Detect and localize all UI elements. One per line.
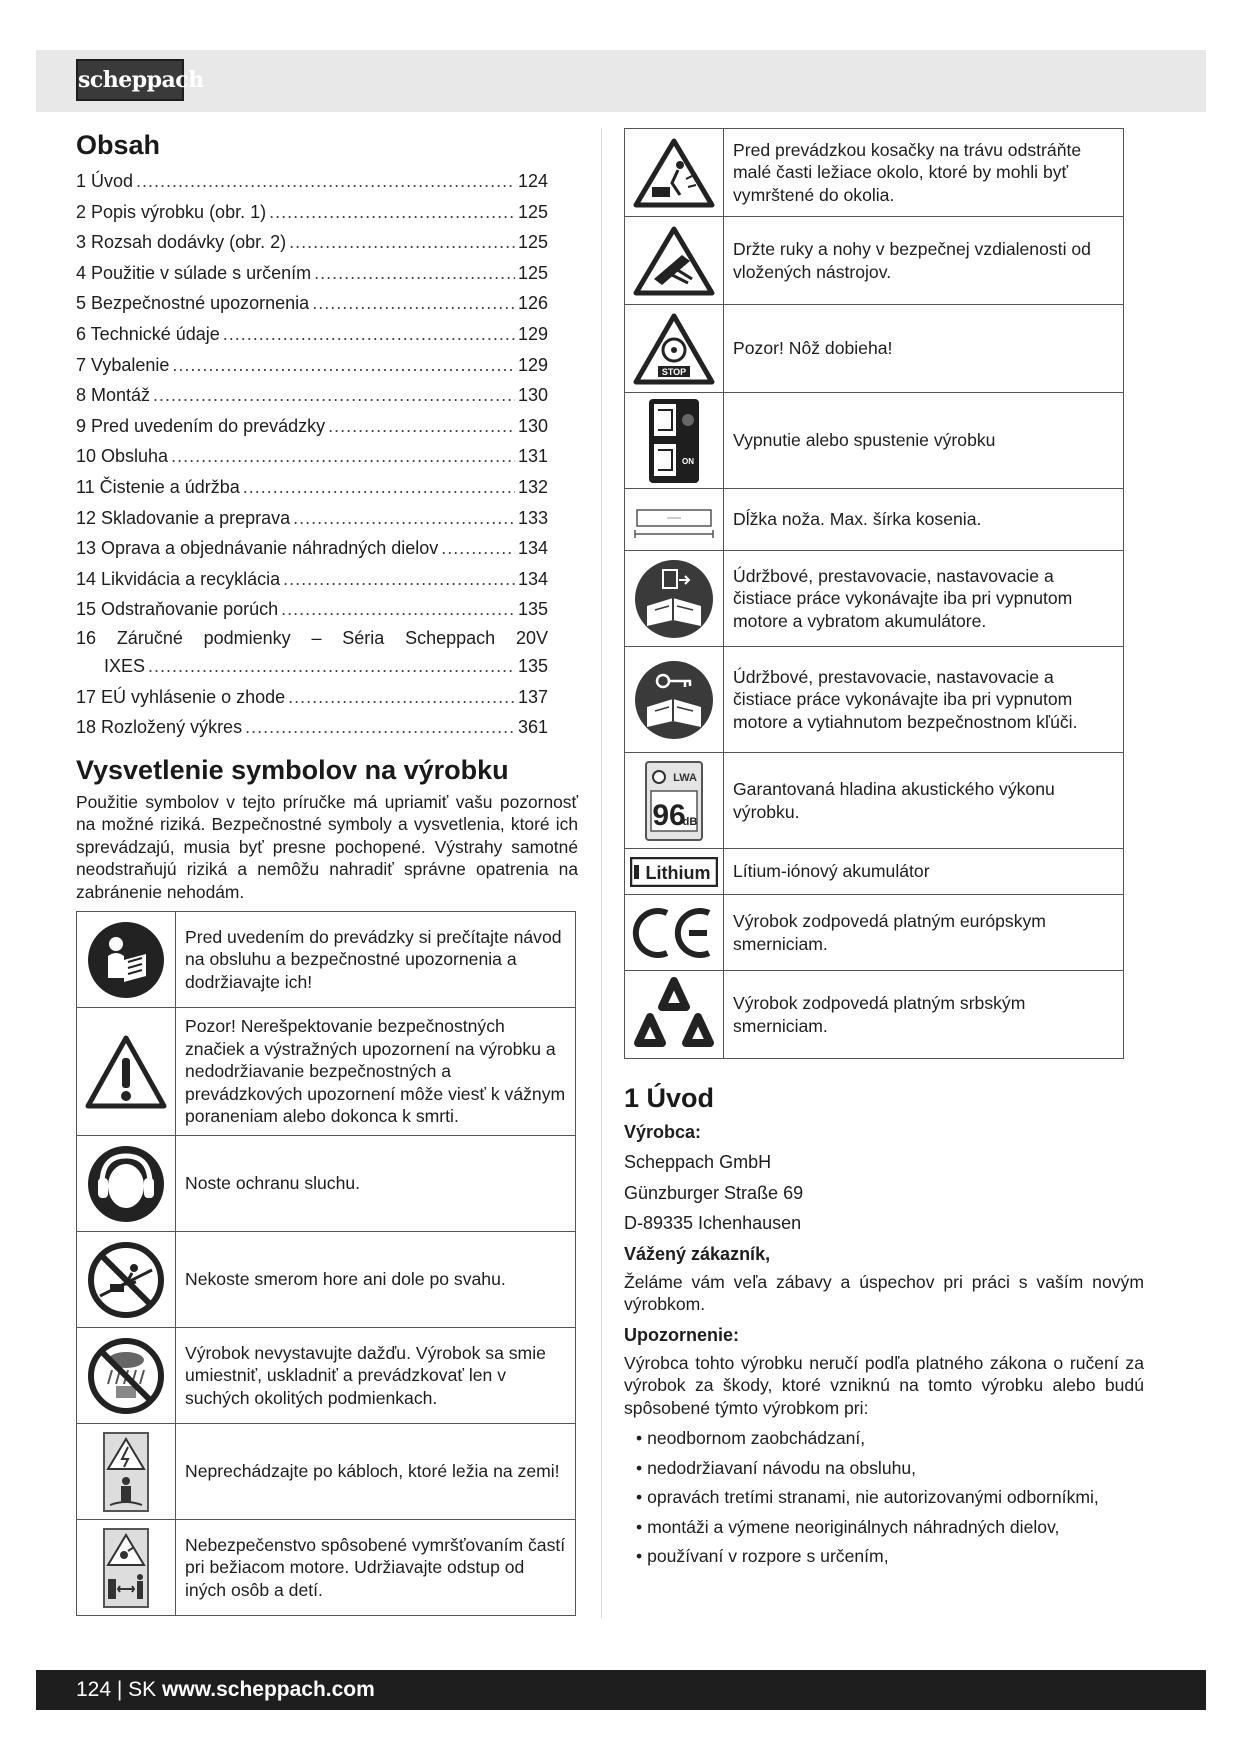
note-label: Upozornenie: [624, 1324, 739, 1345]
svg-text:STOP: STOP [661, 366, 687, 377]
ear-protection-icon [77, 1136, 176, 1232]
symbol-text: Pred prevádzkou kosačky na trávu odstráňte malé časti ležiace okolo, ktoré by mohli byť vymrštené do okolia. [724, 129, 1124, 217]
right-column [624, 128, 1144, 1575]
svg-text:Lithium: Lithium [645, 862, 711, 883]
note-text: Výrobca tohto výrobku neručí podľa platného zákona o ručení za výrobok za škody, ktoré vzniknú na tomto výrobku alebo budú spôsobené týmto výrobkom pri: [624, 1352, 1144, 1418]
toc-item[interactable]: 12 Skladovanie a preprava ..... 133 [76, 503, 548, 534]
warning-triangle-icon [77, 1008, 176, 1136]
list-item: • opravách tretími stranami, nie autorizovanými odborníkmi, [636, 1486, 1144, 1509]
table-row [77, 1232, 576, 1328]
maintenance-key-icon [625, 647, 724, 753]
read-manual-icon [77, 912, 176, 1008]
serbian-conformity-icon [625, 971, 724, 1059]
table-row [625, 971, 1124, 1059]
symbol-text: Vypnutie alebo spustenie výrobku [724, 393, 1124, 489]
no-rain-icon [77, 1328, 176, 1424]
symbols-table-right [624, 128, 1124, 1059]
toc-item[interactable]: 9 Pred uvedením do prevádzky ..... 130 [76, 411, 548, 442]
table-row [625, 217, 1124, 305]
symbol-text: Neprechádzajte po kábloch, ktoré ležia na zemi! [176, 1424, 576, 1520]
symbol-text: Pozor! Nôž dobieha! [724, 305, 1124, 393]
list-item: • používaní v rozpore s určením, [636, 1545, 1144, 1568]
lithium-icon [625, 849, 724, 895]
table-row [625, 393, 1124, 489]
toc-item[interactable]: 11 Čistenie a údržba ..... 132 [76, 472, 548, 503]
toc-title: Obsah [76, 130, 161, 160]
greeting-label: Vážený zákazník, [624, 1243, 771, 1264]
manufacturer-line: Günzburger Straße 69 [624, 1182, 804, 1203]
table-row [77, 1424, 576, 1520]
maintenance-battery-icon [625, 551, 724, 647]
greeting-text: Želáme vám veľa zábavy a úspechov pri práci s vaším novým výrobkom. [624, 1271, 1144, 1314]
ce-mark-icon [625, 895, 724, 971]
header-band [36, 50, 1206, 112]
footer-band [36, 1670, 1206, 1710]
table-row [77, 1136, 576, 1232]
svg-text:LWA: LWA [673, 771, 697, 784]
on-off-icon [625, 393, 724, 489]
table-of-contents [76, 166, 578, 743]
table-row [625, 129, 1124, 217]
toc-item[interactable]: 14 Likvidácia a recyklácia ..... 134 [76, 564, 548, 595]
table-row [625, 551, 1124, 647]
toc-item[interactable]: 4 Použitie v súlade s určením ..... 125 [76, 258, 548, 289]
toc-item[interactable]: 5 Bezpečnostné upozornenia ..... 126 [76, 288, 548, 319]
toc-item-continuation[interactable]: IXES ..... 135 [76, 651, 548, 682]
toc-item[interactable]: 10 Obsluha ..... 131 [76, 441, 548, 472]
table-row [625, 895, 1124, 971]
toc-item[interactable]: 16 Záručné podmienky – Séria Scheppach 20V [76, 627, 548, 648]
toc-item[interactable]: 2 Popis výrobku (obr. 1) ..... 125 [76, 197, 548, 228]
symbol-text: Nebezpečenstvo spôsobené vymršťovaním častí pri bežiacom motore. Udržiavajte odstup od iných osôb a detí. [176, 1520, 576, 1616]
symbol-text: Výrobok zodpovedá platným európskym smerniciam. [724, 895, 1124, 971]
manufacturer-line: Scheppach GmbH [624, 1152, 772, 1172]
column-divider [601, 128, 602, 1618]
symbol-text: Údržbové, prestavovacie, nastavovacie a čistiace práce vykonávajte iba pri vypnutom motore a vybratom akumulátore. [724, 551, 1124, 647]
keep-hands-away-icon [625, 217, 724, 305]
table-row [625, 305, 1124, 393]
toc-item[interactable]: 7 Vybalenie ..... 129 [76, 350, 548, 381]
liability-list [624, 1427, 1144, 1568]
symbol-text: Garantovaná hladina akustického výkonu výrobku. [724, 753, 1124, 849]
manufacturer-label: Výrobca: [624, 1122, 702, 1142]
list-item: • montáži a výmene neoriginálnych náhradných dielov, [636, 1516, 1144, 1539]
blade-length-icon [625, 489, 724, 551]
cable-warning-icon [77, 1424, 176, 1520]
toc-item[interactable]: 15 Odstraňovanie porúch ..... 135 [76, 594, 548, 625]
toc-item[interactable]: 1 Úvod ..... 124 [76, 166, 548, 197]
page-number: 124 | SK [76, 1678, 157, 1701]
table-row [625, 489, 1124, 551]
list-item: • neodbornom zaobchádzaní, [636, 1427, 1144, 1450]
table-row [625, 753, 1124, 849]
table-row [77, 912, 576, 1008]
no-slope-mowing-icon [77, 1232, 176, 1328]
symbols-title: Vysvetlenie symbolov na výrobku [76, 754, 509, 785]
symbol-text: Nekoste smerom hore ani dole po svahu. [176, 1232, 576, 1328]
table-row [625, 849, 1124, 895]
symbol-text: Výrobok nevystavujte dažďu. Výrobok sa smie umiestniť, uskladniť a prevádzkovať len v suchých okolitých podmienkach. [176, 1328, 576, 1424]
symbol-text: Držte ruky a nohy v bezpečnej vzdialenosti od vložených nástrojov. [724, 217, 1124, 305]
svg-text:dB: dB [682, 815, 698, 828]
symbol-text: Výrobok zodpovedá platným srbským smerniciam. [724, 971, 1124, 1059]
table-row [77, 1520, 576, 1616]
clear-area-icon [625, 129, 724, 217]
symbol-text: Pred uvedením do prevádzky si prečítajte návod na obsluhu a bezpečnostné upozornenia a dodržiavajte ich! [176, 912, 576, 1008]
manufacturer-line: D-89335 Ichenhausen [624, 1213, 802, 1233]
table-row [625, 647, 1124, 753]
symbol-text: Dĺžka noža. Max. šírka kosenia. [724, 489, 1124, 551]
symbol-text: Údržbové, prestavovacie, nastavovacie a čistiace práce vykonávajte iba pri vypnutom motore a vytiahnutom bezpečnostnom kľúči. [724, 647, 1124, 753]
list-item: • nedodržiavaní návodu na obsluhu, [636, 1457, 1144, 1480]
toc-item[interactable]: 17 EÚ vyhlásenie o zhode ..... 137 [76, 682, 548, 713]
toc-item[interactable]: 18 Rozložený výkres ..... 361 [76, 712, 548, 743]
toc-item[interactable]: 6 Technické údaje ..... 129 [76, 319, 548, 350]
left-column [76, 128, 578, 1616]
symbol-text: Lítium-iónový akumulátor [724, 849, 1124, 895]
table-row [77, 1008, 576, 1136]
thrown-objects-distance-icon [77, 1520, 176, 1616]
toc-item[interactable]: 13 Oprava a objednávanie náhradných dielov ..... 134 [76, 533, 548, 564]
noise-level-icon [625, 753, 724, 849]
scheppach-logo: scheppach [76, 59, 184, 101]
symbol-text: Noste ochranu sluchu. [176, 1136, 576, 1232]
footer-text [76, 1678, 375, 1702]
svg-text:96: 96 [652, 798, 686, 832]
symbols-intro: Použitie symbolov v tejto príručke má upriamiť vašu pozornosť na možné riziká. Bezpečnostné symboly a vysvetlenia, ktoré ich sprevádzajú, musia byť presne pochopené. Výstrahy samotné neodstraňujú riziká a nemôžu nahradiť správne opatrenia na zabránenie nehodám. [76, 791, 578, 902]
symbol-text: Pozor! Nerešpektovanie bezpečnostných značiek a výstražných upozornení na výrobku a nedodržiavanie bezpečnostných a prevádzkových upozornení môže viesť k vážnym poraneniam alebo dokonca k smrti. [176, 1008, 576, 1136]
blade-stop-icon [625, 305, 724, 393]
table-row [77, 1328, 576, 1424]
toc-item[interactable]: 8 Montáž ..... 130 [76, 380, 548, 411]
intro-title: 1 Úvod [624, 1083, 715, 1113]
toc-item[interactable]: 3 Rozsah dodávky (obr. 2) ..... 125 [76, 227, 548, 258]
svg-text:ON: ON [682, 456, 694, 466]
symbols-table-left [76, 911, 576, 1616]
footer-url[interactable]: www.scheppach.com [162, 1678, 375, 1701]
